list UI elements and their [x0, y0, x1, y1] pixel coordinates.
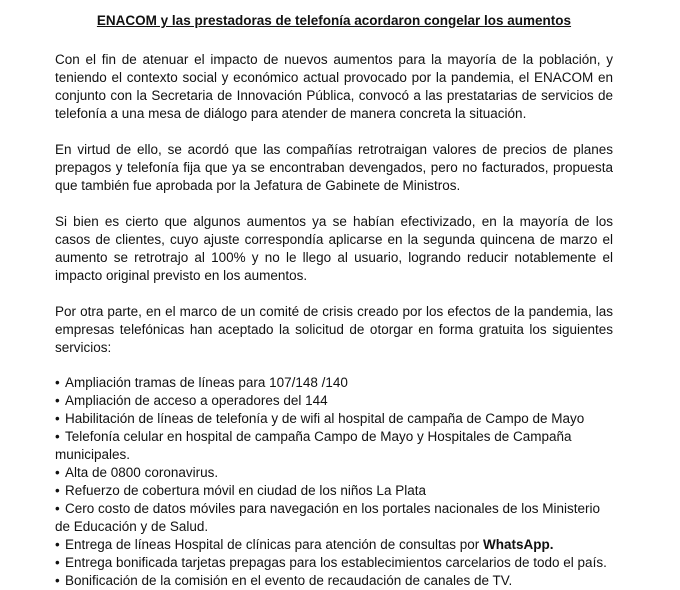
list-item-text: Ampliación tramas de líneas para 107/148 /140: [65, 375, 348, 390]
bullet-icon: •: [55, 375, 60, 390]
list-item: [55, 554, 613, 572]
bullet-icon: •: [55, 465, 60, 480]
paragraph-services-intro: Por otra parte, en el marco de un comité de crisis creado por los efectos de la pandemia, las empresas telefónicas han aceptado la solicitud de otorgar en forma gratuita los siguientes servicios:: [55, 304, 613, 355]
list-item-text: Habilitación de líneas de telefonía y de wifi al hospital de campaña de Campo de Mayo: [65, 411, 585, 426]
list-item-text: Alta de 0800 coronavirus.: [65, 465, 219, 480]
document-page: [55, 0, 613, 590]
list-item-text: Refuerzo de cobertura móvil en ciudad de los niños La Plata: [65, 483, 426, 498]
paragraph-intro: Con el fin de atenuar el impacto de nuevos aumentos para la mayoría de la población, y teniendo el contexto social y económico actual provocado por la pandemia, el ENACOM en conjunto con la Secretaria de Innovación Pública, convocó a las prestatarias de servicios de telefonía a una mesa de diálogo para atender de manera concreta la situación.: [55, 52, 613, 121]
bullet-icon: •: [55, 537, 60, 552]
list-item: [55, 464, 613, 482]
paragraph-agreement: En virtud de ello, se acordó que las compañías retrotraigan valores de precios de planes prepagos y telefonía fija que ya se encontraban devengados, pero no facturados, propuesta que también fue aprobada por la Jefatura de Gabinete de Ministros.: [55, 142, 613, 193]
services-list: [55, 374, 613, 590]
list-item-text: Telefonía celular en hospital de campaña Campo de Mayo y Hospitales de Campaña municipales.: [55, 429, 572, 462]
list-item: [55, 536, 613, 554]
document-title: ENACOM y las prestadoras de telefonía acordaron congelar los aumentos: [96, 13, 572, 28]
list-item-text: Cero costo de datos móviles para navegación en los portales nacionales de los Ministerio de Educación y de Salud.: [55, 501, 601, 534]
list-item: [55, 428, 613, 464]
list-item: [55, 500, 613, 536]
bullet-icon: •: [55, 501, 60, 516]
bullet-icon: •: [55, 573, 60, 588]
list-item: [55, 374, 613, 392]
list-item: [55, 482, 613, 500]
bullet-icon: •: [55, 411, 60, 426]
list-item: [55, 572, 613, 590]
bullet-icon: •: [55, 555, 60, 570]
list-item-text: Bonificación de la comisión en el evento de recaudación de canales de TV.: [65, 573, 513, 588]
bullet-icon: •: [55, 429, 60, 444]
bullet-icon: •: [55, 483, 60, 498]
whatsapp-label: WhatsApp.: [483, 537, 554, 552]
list-item-text: Entrega bonificada tarjetas prepagas para los establecimientos carcelarios de todo el país.: [65, 555, 607, 570]
bullet-icon: •: [55, 393, 60, 408]
list-item: [55, 392, 613, 410]
list-item: [55, 410, 613, 428]
paragraph-increases: Si bien es cierto que algunos aumentos ya se habían efectivizado, en la mayoría de los casos de clientes, cuyo ajuste correspondía aplicarse en la segunda quincena de marzo el aumento se retrotrajo al 100% y no le llego al usuario, logrando reducir notablemente el impacto original previsto en los aumentos.: [55, 214, 613, 283]
list-item-text: Ampliación de acceso a operadores del 144: [65, 393, 328, 408]
list-item-text: Entrega de líneas Hospital de clínicas para atención de consultas por: [65, 537, 484, 552]
